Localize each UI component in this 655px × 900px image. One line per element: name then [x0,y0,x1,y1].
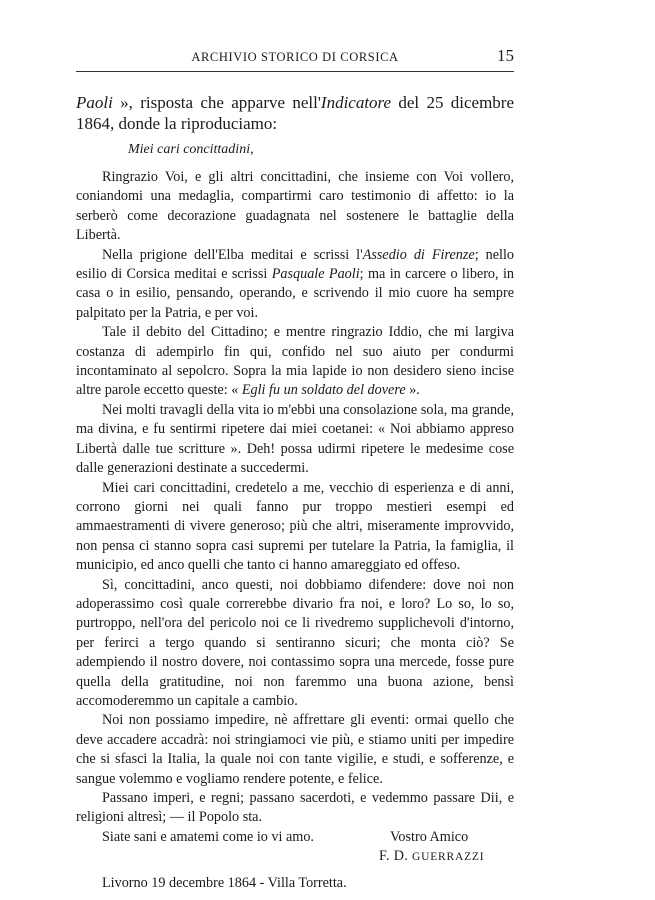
intro-paragraph [76,92,514,134]
letter-paragraph-5: Miei cari concittadini, credetelo a me, vecchio di esperienza e di anni, corrono giorni nei quali fanno pur troppo mestieri esempi ed ammaestramenti di vivere generoso; più che altri, miseramente improvvido, non pensa ci stanno sopra casi supremi per tutelare la Patria, la famiglia, il municipio, ed anco quelli che tanto ci hanno amareggiato ed offeso. [76,479,514,574]
signature-initials: F. D. [379,847,412,864]
p2-title-assedio: Assedio di Firenze [362,246,475,263]
body-text [76,92,514,893]
letter-paragraph-8: Passano imperi, e regni; passano sacerdoti, e vedemmo passare Dii, e religioni altresì; — il Popolo sta. [76,790,514,826]
p2-text-c: ; ma in carcere o libero, in casa o in esilio, pensando, operando, e scrivendo il mio cuore ha sempre palpitato per la Patria, e per voi. [76,266,514,321]
letter-paragraph-6: Sì, concittadini, anco questi, noi dobbiamo difendere: dove noi non adoperassimo così quale correrebbe divario fra noi, e loro? Lo so, lo so, purtroppo, nell'ora del pericolo noi ce li rivedremo supplichevoli d'intorno, per ferirci a tergo quando si sentiranno sicuri; che monta ciò? Se adempiendo il nostro dovere, noi contassimo sopra una mercede, fosse pure quella della gratitudine, noi non faremmo una buona azione, bensì accomoderemmo un capitale a cambio. [76,576,514,709]
intro-rest: del 25 dicembre 1864, donde la riproduciamo: [76,93,514,133]
letter-paragraph-2 [76,246,514,324]
letter-paragraph-1: Ringrazio Voi, e gli altri concittadini, che insieme con Voi vollero, coniandomi una medaglia, compartirmi caro testimonio di affetto: io la serberò come decorazione guadagnata nel sostenere le battaglie della Libertà. [76,169,514,244]
p2-title-paoli: Pasquale Paoli [271,266,360,283]
letter-closing [76,828,514,866]
letter-salutation: Miei cari concittadini, [128,142,254,157]
intro-text: », risposta che apparve nell' [112,93,321,112]
dateline: Livorno 19 decembre 1864 - Villa Torretta. [102,874,347,891]
running-title: ARCHIVIO STORICO DI CORSICA [191,50,399,64]
closing-farewell: Siate sani e amatemi come io vi amo. [102,828,314,845]
p2-text-b: ; nello esilio di Corsica meditai e scrissi [76,246,515,283]
p3-epitaph: Egli fu un soldato del dovere [241,382,406,399]
page-header [76,48,514,70]
page-number: 15 [497,46,514,65]
signature [379,847,484,867]
header-rule [76,71,514,72]
letter-paragraph-7: Noi non possiamo impedire, nè affrettare gli eventi: ormai quello che deve accadere accadrà: noi stringiamoci vie più, e stiamo uniti per impedire che si sfasci la Italia, la quale noi con tante vigilie, e studi, e sofferenze, e sangue volemmo e vogliamo rendere potente, e felice. [76,712,514,787]
closing-valediction: Vostro Amico [390,828,469,845]
intro-name: Paoli [76,93,113,112]
p3-text-a: Tale il debito del Cittadino; e mentre ringrazio Iddio, che mi largiva costanza di adempirlo fin qui, confido nel suo aiuto per condurmi incontaminato al sepolcro. Sopra la mia lapide io non desidero sieno incise altre parole eccetto queste: « [76,324,514,399]
signature-surname: GUERRAZZI [412,850,485,863]
intro-newspaper: Indicatore [320,93,392,112]
letter-paragraph-3 [76,323,514,401]
p3-text-b: ». [405,382,420,399]
letter-paragraph-4: Nei molti travagli della vita io m'ebbi una consolazione sola, ma grande, ma divina, e fu sentirmi ripetere dai miei coetanei: « Noi abbiamo appreso Libertà dalle tue scritture ». Deh! possa udirmi ripetere le medesime cose dalle generazioni destinate a succedermi. [76,401,514,477]
p2-text-a: Nella prigione dell'Elba meditai e scrissi l' [102,246,363,263]
